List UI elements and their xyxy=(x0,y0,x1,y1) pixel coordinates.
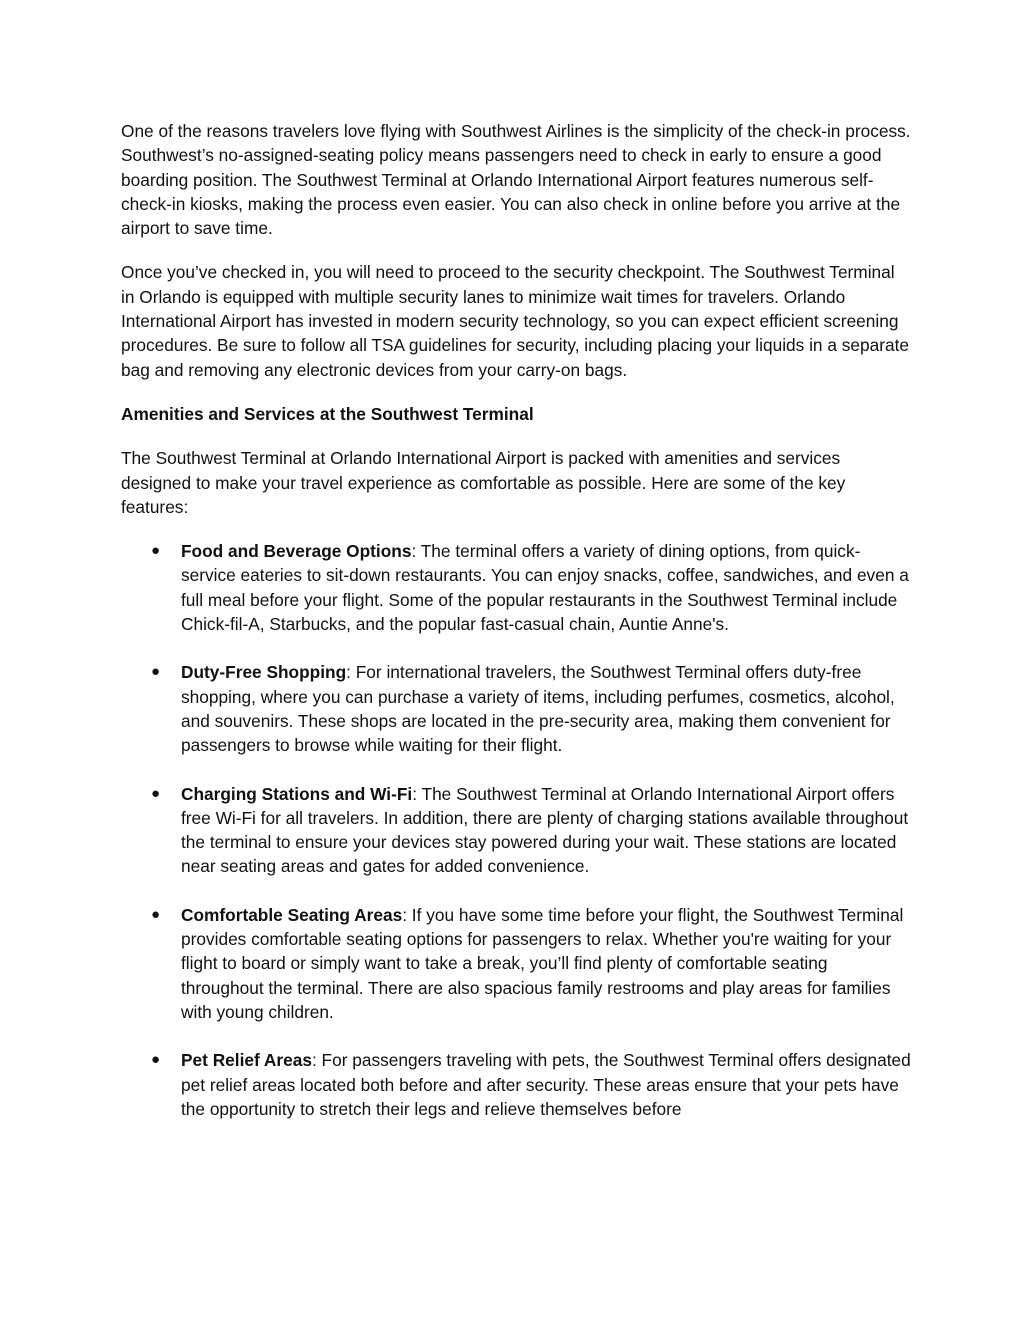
section-intro: The Southwest Terminal at Orlando International Airport is packed with amenities and services designed to make your travel experience as comfortable as possible. Here are some of the key features: xyxy=(121,448,846,517)
feature-text: : If you have some time before your flight, the Southwest Terminal provides comfortable seating options for passengers to relax. Whether you're waiting for your flight to board or simply want to take a break, you’ll find plenty of comfortable seating throughout the terminal. There are also spacious family restrooms and play areas for families with young children. xyxy=(181,904,904,1022)
list-item xyxy=(121,1048,911,1121)
bullet-icon: ● xyxy=(151,542,161,560)
feature-title: Charging Stations and Wi-Fi xyxy=(181,783,413,804)
section-heading: Amenities and Services at the Southwest Terminal xyxy=(121,403,534,424)
list-item xyxy=(121,903,911,1024)
feature-text: : For international travelers, the Southwest Terminal offers duty-free shopping, where you can purchase a variety of items, including perfumes, cosmetics, alcohol, and souvenirs. These shops are located in the pre-security area, making them convenient for passengers to browse while waiting for their flight. xyxy=(181,662,895,756)
security-paragraph: Once you’ve checked in, you will need to proceed to the security checkpoint. The Southwest Terminal in Orlando is equipped with multiple security lanes to minimize wait times for travelers. Orlando International Airport has invested in modern security technology, so you can expect efficient screening procedures. Be sure to follow all TSA guidelines for security, including placing your liquids in a separate bag and removing any electronic devices from your carry-on bags. xyxy=(121,262,910,380)
bullet-icon: ● xyxy=(151,1051,161,1069)
document-page xyxy=(121,119,911,1145)
feature-list xyxy=(121,539,911,1121)
checkin-paragraph: One of the reasons travelers love flying with Southwest Airlines is the simplicity of the check-in process. Southwest’s no-assigned-seating policy means passengers need to check in early to ensure a good boarding position. The Southwest Terminal at Orlando International Airport features numerous self-check-in kiosks, making the process even easier. You can also check in online before you arrive at the airport to save time. xyxy=(121,121,911,239)
feature-title: Duty-Free Shopping xyxy=(181,662,347,683)
list-item xyxy=(121,660,911,757)
list-item xyxy=(121,782,911,879)
feature-text: : The Southwest Terminal at Orlando International Airport offers free Wi-Fi for all travelers. In addition, there are plenty of charging stations available throughout the terminal to ensure your devices stay powered during your wait. These stations are located near seating areas and gates for added convenience. xyxy=(181,783,909,877)
feature-title: Pet Relief Areas xyxy=(181,1050,312,1071)
list-item xyxy=(121,539,911,636)
feature-text: : The terminal offers a variety of dining options, from quick-service eateries to sit-down restaurants. You can enjoy snacks, coffee, sandwiches, and even a full meal before your flight. Some of the popular restaurants in the Southwest Terminal include Chick-fil-A, Starbucks, and the popular fast-casual chain, Auntie Anne's. xyxy=(181,541,909,635)
feature-text: : For passengers traveling with pets, the Southwest Terminal offers designated pet relief areas located both before and after security. These areas ensure that your pets have the opportunity to stretch their legs and relieve themselves before xyxy=(181,1050,911,1119)
bullet-icon: ● xyxy=(151,784,161,802)
bullet-icon: ● xyxy=(151,663,161,681)
bullet-icon: ● xyxy=(151,905,161,923)
feature-title: Comfortable Seating Areas xyxy=(181,904,403,925)
feature-title: Food and Beverage Options xyxy=(181,541,412,562)
